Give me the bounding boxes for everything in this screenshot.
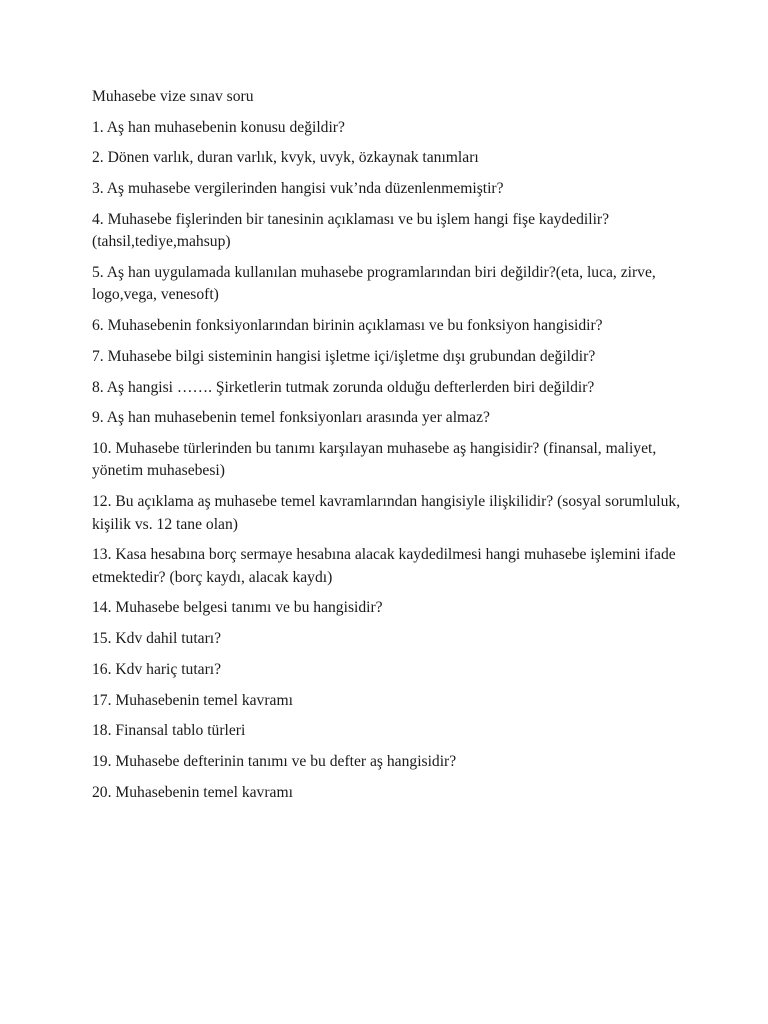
question-item: 16. Kdv hariç tutarı? bbox=[92, 660, 222, 678]
question-item: 4. Muhasebe fişlerinden bir tanesinin açıklaması ve bu işlem hangi fişe kaydedilir?(tahsil,tediye,mahsup) bbox=[92, 210, 610, 251]
question-item: 2. Dönen varlık, duran varlık, kvyk, uvyk, özkaynak tanımları bbox=[92, 149, 479, 167]
question-item: 17. Muhasebenin temel kavramı bbox=[92, 691, 293, 709]
question-item: 10. Muhasebe türlerinden bu tanımı karşılayan muhasebe aş hangisidir? (finansal, maliyet, yönetim muhasebesi) bbox=[92, 439, 657, 480]
question-item: 9. Aş han muhasebenin temel fonksiyonları arasında yer almaz? bbox=[92, 409, 490, 427]
question-item: 20. Muhasebenin temel kavramı bbox=[92, 783, 293, 801]
question-item: 15. Kdv dahil tutarı? bbox=[92, 630, 222, 648]
question-item: 19. Muhasebe defterinin tanımı ve bu defter aş hangisidir? bbox=[92, 752, 457, 770]
question-item: 3. Aş muhasebe vergilerinden hangisi vuk’nda düzenlenmemiştir? bbox=[92, 180, 504, 198]
question-item: 12. Bu açıklama aş muhasebe temel kavramlarından hangisiyle ilişkilidir? (sosyal sorumluluk, kişilik vs. 12 tane olan) bbox=[92, 493, 681, 533]
question-item: 6. Muhasebenin fonksiyonlarından birinin açıklaması ve bu fonksiyon hangisidir? bbox=[92, 317, 603, 335]
document-page bbox=[92, 86, 692, 812]
document-title: Muhasebe vize sınav soru bbox=[92, 88, 254, 105]
question-item: 5. Aş han uygulamada kullanılan muhasebe programlarından biri değildir?(eta, luca, zirve, logo,vega, venesoft) bbox=[92, 263, 656, 304]
question-item: 7. Muhasebe bilgi sisteminin hangisi işletme içi/işletme dışı grubundan değildir? bbox=[92, 347, 596, 365]
question-item: 1. Aş han muhasebenin konusu değildir? bbox=[92, 118, 345, 136]
question-item: 8. Aş hangisi ……. Şirketlerin tutmak zorunda olduğu defterlerden biri değildir? bbox=[92, 378, 595, 396]
question-item: 13. Kasa hesabına borç sermaye hesabına alacak kaydedilmesi hangi muhasebe işlemini ifade etmektedir? (borç kaydı, alacak kaydı) bbox=[92, 546, 676, 586]
question-item: 14. Muhasebe belgesi tanımı ve bu hangisidir? bbox=[92, 599, 383, 617]
question-item: 18. Finansal tablo türleri bbox=[92, 722, 246, 740]
